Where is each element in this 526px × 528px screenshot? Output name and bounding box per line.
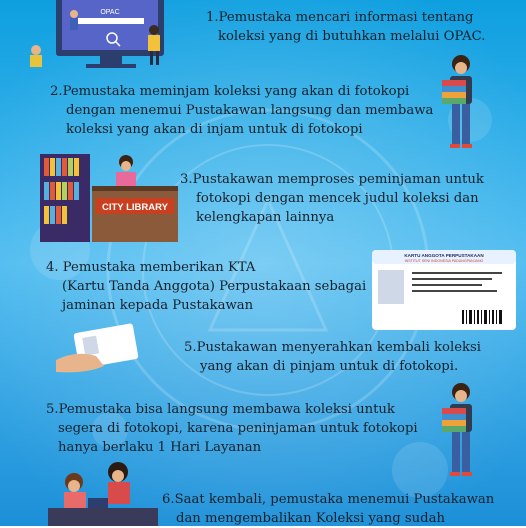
step-3 [180, 170, 484, 227]
step-1-line-1: 1.Pemustaka mencari informasi tentang [206, 10, 474, 25]
step-6 [162, 490, 494, 528]
step-5b-line-3: hanya berlaku 1 Hari Layanan [58, 440, 262, 455]
step-1 [206, 8, 486, 46]
step-2 [50, 82, 433, 139]
step-5-line-2: yang akan di pinjam untuk di fotokopi. [200, 359, 459, 374]
opac-title: OPAC [100, 9, 120, 16]
library-desk-illustration [40, 148, 180, 244]
library-card-illustration [372, 250, 516, 330]
step-6-line-1: 6.Saat kembali, pemustaka menemui Pustakawan [162, 492, 495, 507]
step-2-line-1: 2.Pemustaka meminjam koleksi yang akan di fotokopi [50, 84, 410, 99]
pemustaka-books-illustration [428, 50, 494, 160]
step-5b-line-1: 5.Pemustaka bisa langsung membawa koleksi untuk [46, 402, 395, 417]
step-5b [46, 400, 418, 457]
step-5-line-1: 5.Pustakawan menyerahkan kembali koleksi [184, 340, 481, 355]
step-3-line-2: fotokopi dengan mencek judul koleksi dan [196, 191, 479, 206]
step-5b-line-2: segera di fotokopi, karena peninjaman untuk fotokopi [58, 421, 418, 436]
step-4-line-3: jaminan kepada Pustakawan [62, 298, 254, 313]
step-4-line-2: (Kartu Tanda Anggota) Perpustakaan sebagai [62, 279, 367, 294]
step-3-line-3: kelengkapan lainnya [196, 210, 335, 225]
step-2-line-3: koleksi yang akan di injam untuk di fotokopi [66, 122, 363, 137]
library-sign: CITY LIBRARY [102, 202, 168, 213]
pemustaka-books-illustration-2 [428, 378, 494, 488]
step-1-line-2: koleksi yang di butuhkan melalui OPAC. [218, 29, 486, 44]
step-5 [184, 338, 481, 376]
step-2-line-2: dengan menemui Pustakawan langsung dan membawa [66, 103, 434, 118]
return-desk-illustration [48, 458, 158, 526]
step-6-line-2: dan mengembalikan Koleksi yang sudah [176, 511, 445, 526]
card-title: KARTU ANGGOTA PERPUSTAKAAN [404, 253, 484, 258]
step-4-line-1: 4. Pemustaka memberikan KTA [46, 260, 256, 275]
step-4 [46, 258, 366, 315]
hand-card-illustration [56, 320, 156, 376]
step-3-line-1: 3.Pustakawan memproses peminjaman untuk [180, 172, 484, 187]
card-subtitle: INSTITUT SENI INDONESIA PADANGPANJANG [404, 259, 484, 263]
opac-illustration [8, 0, 188, 82]
